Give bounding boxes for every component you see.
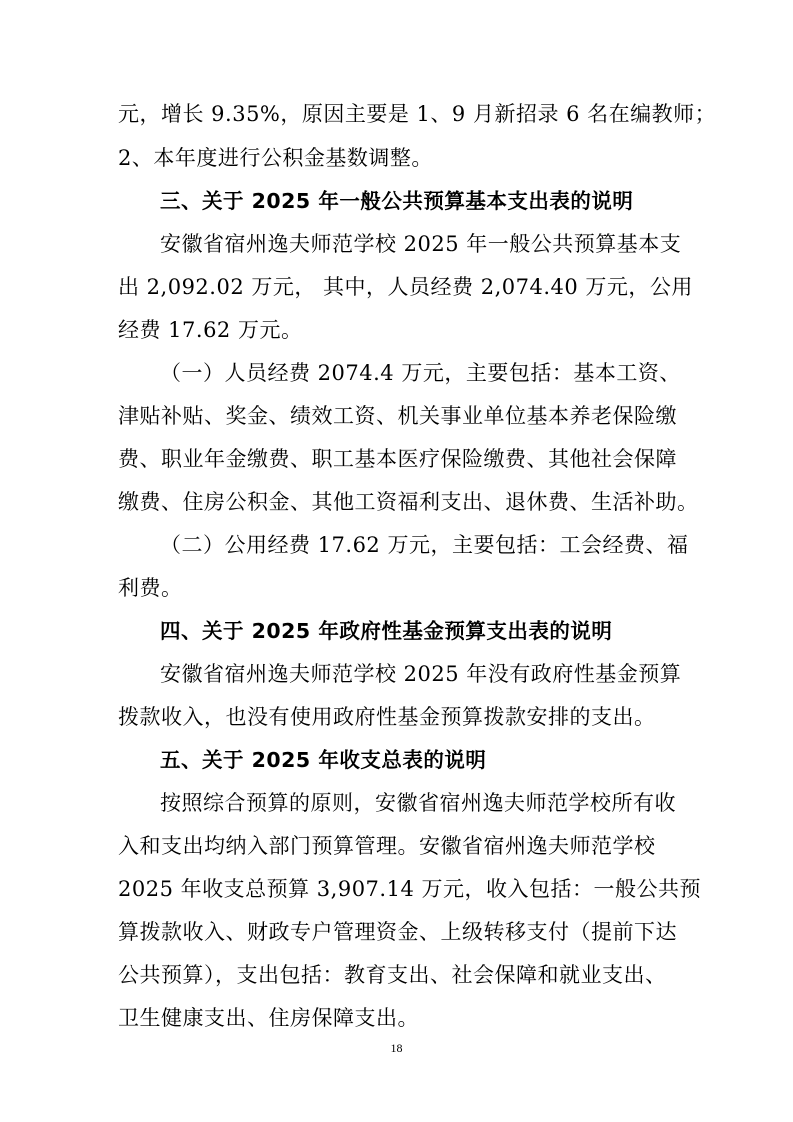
body-text-line: 按照综合预算的原则，安徽省宿州逸夫师范学校所有收 bbox=[160, 791, 676, 815]
body-text-line: 2、本年度进行公积金基数调整。 bbox=[118, 146, 433, 170]
body-text-line: 安徽省宿州逸夫师范学校 2025 年一般公共预算基本支 bbox=[160, 232, 682, 256]
body-text-line: 2025 年收支总预算 3,907.14 万元，收入包括：一般公共预 bbox=[118, 877, 701, 901]
section-heading-4: 四、关于 2025 年政府性基金预算支出表的说明 bbox=[160, 619, 613, 643]
body-text-line: （二）公用经费 17.62 万元，主要包括：工会经费、福 bbox=[160, 533, 689, 557]
body-text-line: 元，增长 9.35%，原因主要是 1、9 月新招录 6 名在编教师； bbox=[118, 102, 717, 126]
section-heading-3: 三、关于 2025 年一般公共预算基本支出表的说明 bbox=[160, 189, 634, 213]
body-text-line: 卫生健康支出、住房保障支出。 bbox=[118, 1006, 419, 1030]
section-heading-5: 五、关于 2025 年收支总表的说明 bbox=[160, 748, 487, 772]
body-text-line: 公共预算），支出包括：教育支出、社会保障和就业支出、 bbox=[118, 963, 667, 987]
body-text-line: 经费 17.62 万元。 bbox=[118, 318, 303, 342]
body-text-line: 费、职业年金缴费、职工基本医疗保险缴费、其他社会保障 bbox=[118, 447, 677, 471]
body-text-line: 缴费、住房公积金、其他工资福利支出、退休费、生活补助。 bbox=[118, 490, 699, 514]
body-text-line: 出 2,092.02 万元， 其中，人员经费 2,074.40 万元，公用 bbox=[118, 275, 693, 299]
body-text-line: 算拨款收入、财政专户管理资金、上级转移支付（提前下达 bbox=[118, 920, 677, 944]
body-text-line: 利费。 bbox=[118, 576, 183, 600]
body-text-line: 入和支出均纳入部门预算管理。安徽省宿州逸夫师范学校 bbox=[118, 834, 656, 858]
page-number: 18 bbox=[390, 1041, 403, 1055]
body-text-line: 安徽省宿州逸夫师范学校 2025 年没有政府性基金预算 bbox=[160, 662, 682, 686]
body-text-line: （一）人员经费 2074.4 万元，主要包括：基本工资、 bbox=[160, 361, 681, 385]
body-text-line: 拨款收入，也没有使用政府性基金预算拨款安排的支出。 bbox=[118, 705, 656, 729]
body-text-line: 津贴补贴、奖金、绩效工资、机关事业单位基本养老保险缴 bbox=[118, 404, 677, 428]
